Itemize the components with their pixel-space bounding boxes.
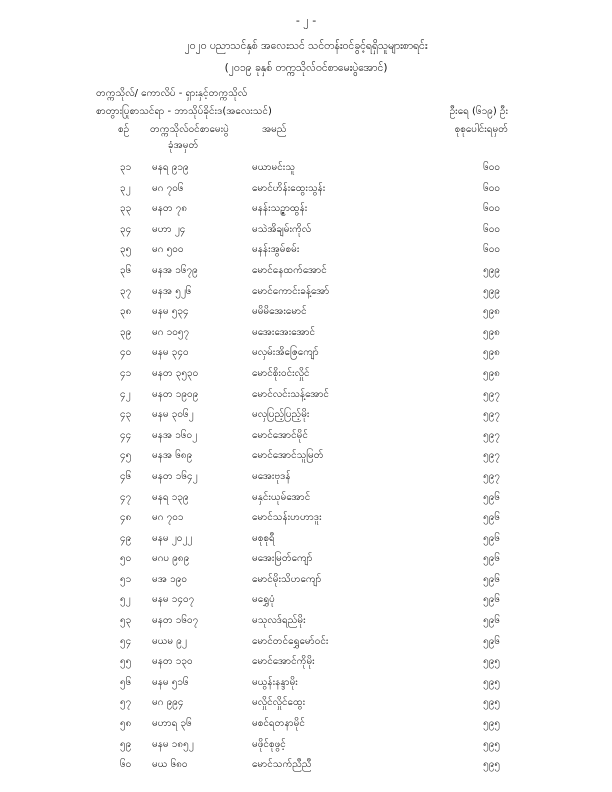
student-name: မောင်အောင်သူမြတ် bbox=[252, 450, 324, 462]
student-name: မောင်အောင်မိုင် bbox=[252, 429, 308, 441]
total-score: ၅၉၈ bbox=[483, 326, 500, 338]
table-row bbox=[0, 467, 612, 488]
roll-number: မယ ၆၈၀ bbox=[152, 759, 188, 771]
student-name: မောင်ကောင်းခန့်အော် bbox=[252, 285, 330, 297]
total-score: ၅၉၆ bbox=[483, 491, 500, 503]
row-number: ၆၀ bbox=[120, 759, 132, 771]
document-subtitle: (၂၀၁၉ ခုနှစ် တက္ကသိုလ်ဝင်စာမေးပွဲအောင်) bbox=[224, 62, 388, 74]
table-row bbox=[0, 673, 612, 694]
roll-number: မနတ ၃၅၃၀ bbox=[152, 367, 199, 379]
student-name: မစုစုရီ bbox=[252, 532, 275, 544]
student-name: မသုလဒ်ရည်မိုး bbox=[252, 615, 306, 627]
roll-number: မနတ ၇၈ bbox=[152, 203, 188, 215]
table-row bbox=[0, 405, 612, 426]
student-name: မမိမိအေးမောင် bbox=[252, 306, 307, 318]
row-number: ၄၁ bbox=[120, 367, 132, 379]
student-name: မနန်းအွမ်စမ်း bbox=[252, 244, 300, 256]
col-header-name: အမည် bbox=[262, 124, 287, 135]
table-row bbox=[0, 261, 612, 282]
row-number: ၃၂ bbox=[120, 182, 131, 194]
row-number: ၄၄ bbox=[120, 429, 132, 441]
total-score: ၅၉၆ bbox=[483, 553, 500, 565]
table-row bbox=[0, 508, 612, 529]
roll-number: မဂ ၇၀၆ bbox=[152, 182, 184, 194]
roll-number: မဂ ၅၀၀ bbox=[152, 244, 184, 256]
table-row bbox=[0, 529, 612, 550]
page-number: - ၂ - bbox=[295, 14, 317, 27]
student-name: မဖိုင်စုဖွင့် bbox=[252, 738, 286, 750]
total-score: ၅၉၈ bbox=[483, 306, 500, 318]
student-name: မောင်တင်ရွှေမော်ဝင်း bbox=[252, 635, 329, 647]
total-score: ၆၀၀ bbox=[483, 244, 500, 256]
row-number: ၄၆ bbox=[120, 470, 132, 482]
total-score: ၅၉၅ bbox=[483, 759, 500, 771]
row-number: ၅၆ bbox=[120, 676, 132, 688]
row-number: ၅၃ bbox=[120, 615, 132, 627]
student-name: မယွန်းနန္ဒာမိုး bbox=[252, 676, 298, 688]
row-number: ၃၄ bbox=[120, 223, 132, 235]
roll-number: မနမ ၂၀၂၂ bbox=[152, 532, 193, 544]
table-row bbox=[0, 611, 612, 632]
roll-number: မအ ၁၉၀ bbox=[152, 573, 187, 585]
roll-number: မနမ ၃၄၀ bbox=[152, 347, 189, 359]
row-number: ၃၅ bbox=[120, 244, 132, 256]
row-number: ၅၂ bbox=[120, 594, 131, 606]
total-score: ၅၉၆ bbox=[483, 594, 500, 606]
row-number: ၄၂ bbox=[120, 388, 131, 400]
table-row bbox=[0, 199, 612, 220]
roll-number: မယမ ၉၂ bbox=[152, 635, 187, 647]
row-number: ၅၀ bbox=[120, 553, 132, 565]
total-score: ၅၉၅ bbox=[483, 656, 500, 668]
total-score: ၅၉၉ bbox=[483, 264, 500, 276]
row-number: ၃၇ bbox=[120, 285, 132, 297]
table-row bbox=[0, 179, 612, 200]
count-label: ဦးရေ (၆၁၉) ဦး bbox=[449, 106, 508, 117]
student-name: မလှမ်းအိဇြေကျော် bbox=[252, 347, 319, 359]
roll-number: မနမ ၅၁၆ bbox=[152, 676, 189, 688]
student-name: မောင်နေထက်အောင် bbox=[252, 264, 327, 276]
row-number: ၃၃ bbox=[120, 203, 132, 215]
col-header-no: စဉ် bbox=[118, 124, 130, 135]
total-score: ၅၉၇ bbox=[483, 409, 500, 421]
total-score: ၆၀၀ bbox=[483, 203, 500, 215]
table-row bbox=[0, 735, 612, 756]
row-number: ၅၈ bbox=[120, 718, 132, 730]
total-score: ၅၉၈ bbox=[483, 367, 500, 379]
table-row bbox=[0, 364, 612, 385]
roll-number: မဂ ၉၉၄ bbox=[152, 697, 184, 709]
roll-number: မနအ ၁၆၇၉ bbox=[152, 264, 198, 276]
roll-number: မနအ ၆၈၉ bbox=[152, 450, 193, 462]
total-score: ၅၉၉ bbox=[483, 285, 500, 297]
table-row bbox=[0, 385, 612, 406]
row-number: ၄၇ bbox=[120, 491, 132, 503]
student-name: မနန်းသဉ္ဇာထွန်း bbox=[252, 203, 308, 215]
roll-number: မနတ ၁၆၄၂ bbox=[152, 470, 198, 482]
total-score: ၅၉၆ bbox=[483, 573, 500, 585]
table-row bbox=[0, 426, 612, 447]
table-row bbox=[0, 570, 612, 591]
row-number: ၅၄ bbox=[120, 635, 132, 647]
student-name: မအေးမြတ်ကျော် bbox=[252, 553, 313, 565]
student-name: မရွှေပုံ bbox=[252, 594, 275, 606]
student-name: မောင်သက်ညီညီ bbox=[252, 759, 312, 771]
student-name: မအေးအေးအောင် bbox=[252, 326, 316, 338]
total-score: ၅၉၅ bbox=[483, 697, 500, 709]
roll-number: မဂ ၁၀၅၇ bbox=[152, 326, 190, 338]
row-number: ၄၃ bbox=[120, 409, 132, 421]
total-score: ၆၀၀ bbox=[483, 223, 500, 235]
row-number: ၃၆ bbox=[120, 264, 132, 276]
roll-number: မနအ ၅၂၆ bbox=[152, 285, 192, 297]
document-title: ၂၀၂၀ ပညာသင်နှစ် အလေးသင် သင်တန်းဝင်ခွင့်ရရှိသူများစာရင်း bbox=[184, 40, 428, 52]
row-number: ၃၁ bbox=[120, 162, 132, 173]
row-number: ၅၇ bbox=[120, 697, 132, 709]
table-row bbox=[0, 488, 612, 509]
table-row bbox=[0, 755, 612, 776]
university-label: တက္ကသိုလ်/ ကောလိပ် - ရှားနှင့်တက္ကသိုလ် bbox=[96, 88, 248, 99]
student-name: မစင်ရတနာမိုင် bbox=[252, 718, 305, 730]
table-row bbox=[0, 343, 612, 364]
roll-number: မနရ ၉၁၉ bbox=[152, 162, 189, 173]
roll-number: မဟာရ ၃၆ bbox=[152, 718, 192, 730]
total-score: ၅၉၆ bbox=[483, 635, 500, 647]
table-row bbox=[0, 693, 612, 714]
table-row bbox=[0, 446, 612, 467]
table-row bbox=[0, 714, 612, 735]
total-score: ၅၉၇ bbox=[483, 450, 500, 462]
student-name: မောင်အောင်ကိုမိုး bbox=[252, 656, 315, 668]
student-name: မသဲအိချမ်းကိုလ် bbox=[252, 223, 312, 235]
table-row bbox=[0, 220, 612, 241]
roll-number: မနမ ၁၄၀၇ bbox=[152, 594, 195, 606]
col-header-roll: တက္ကသိုလ်ဝင်စာမေးပွဲ bbox=[150, 124, 229, 135]
total-score: ၅၉၆ bbox=[483, 615, 500, 627]
row-number: ၅၉ bbox=[120, 738, 132, 750]
row-number: ၄၉ bbox=[120, 532, 132, 544]
roll-number: မနတ ၁၃၀ bbox=[152, 656, 193, 668]
total-score: ၅၉၇ bbox=[483, 429, 500, 441]
student-name: မောင်မိုးသိဟကျော် bbox=[252, 573, 322, 585]
student-name: မောင်စိုးဝင်းလှိုင် bbox=[252, 367, 310, 379]
total-score: ၅၉၈ bbox=[483, 347, 500, 359]
row-number: ၃၉ bbox=[120, 326, 132, 338]
table-row bbox=[0, 302, 612, 323]
roll-number: မနအ ၁၆၀၂ bbox=[152, 429, 198, 441]
total-score: ၅၉၅ bbox=[483, 718, 500, 730]
row-number: ၄၈ bbox=[120, 512, 132, 524]
row-number: ၄၀ bbox=[120, 347, 132, 359]
table-row bbox=[0, 158, 612, 179]
col-header-score: စုစုပေါင်းရမှတ် bbox=[454, 124, 508, 135]
total-score: ၅၉၅ bbox=[483, 676, 500, 688]
roll-number: မနမ ၁၈၅၂ bbox=[152, 738, 194, 750]
table-row bbox=[0, 282, 612, 303]
student-name: မအေးဗုဒန် bbox=[252, 470, 291, 482]
roll-number: မနတ ၁၆၀၇ bbox=[152, 615, 199, 627]
table-row bbox=[0, 323, 612, 344]
subject-label: စာတွားပြုစာသင်ရာ - ဘာသိုပ်ခိုင်းဒ(အလေးသင်) bbox=[96, 106, 272, 117]
student-name: မောင်လင်းသန့်အောင် bbox=[252, 388, 329, 400]
roll-number: မဟာ ၂၄ bbox=[152, 223, 186, 235]
table-row bbox=[0, 632, 612, 653]
student-name: မောင်ဟိန်းထွေးသွန်း bbox=[252, 182, 326, 194]
col-header-roll-sub: ခုံအမှတ် bbox=[168, 140, 199, 151]
student-name: မလှပြည့်ပြည့်မိုး bbox=[252, 409, 310, 421]
total-score: ၅၉၇ bbox=[483, 388, 500, 400]
total-score: ၅၉၇ bbox=[483, 470, 500, 482]
student-name: မနှင်းယုမ်အောင် bbox=[252, 491, 311, 503]
total-score: ၆၀၀ bbox=[483, 182, 500, 194]
roll-number: မနမ ၃၀၆၂ bbox=[152, 409, 194, 421]
roll-number: မနရ ၁၃၉ bbox=[152, 491, 189, 503]
table-row bbox=[0, 549, 612, 570]
total-score: ၅၉၆ bbox=[483, 512, 500, 524]
row-number: ၅၅ bbox=[120, 656, 132, 668]
student-name: မလှိုင်လှိုင်ထွေး bbox=[252, 697, 306, 709]
roll-number: မနမ ၅၃၄ bbox=[152, 306, 189, 318]
roll-number: မဂပ ၉၈၉ bbox=[152, 553, 190, 565]
row-number: ၅၁ bbox=[120, 573, 132, 585]
table-row bbox=[0, 652, 612, 673]
row-number: ၄၅ bbox=[120, 450, 132, 462]
table-row bbox=[0, 590, 612, 611]
table-row bbox=[0, 240, 612, 261]
roll-number: မနတ ၁၉၀၉ bbox=[152, 388, 199, 400]
results-table bbox=[0, 158, 612, 776]
row-number: ၃၈ bbox=[120, 306, 132, 318]
roll-number: မဂ ၇၀၁ bbox=[152, 512, 184, 524]
total-score: ၅၉၆ bbox=[483, 532, 500, 544]
student-name: မယာမင်းသူ bbox=[252, 162, 295, 173]
total-score: ၅၉၅ bbox=[483, 738, 500, 750]
total-score: ၆၀၀ bbox=[483, 162, 500, 173]
student-name: မောင်သန်းဟဟာဒူး bbox=[252, 512, 322, 524]
